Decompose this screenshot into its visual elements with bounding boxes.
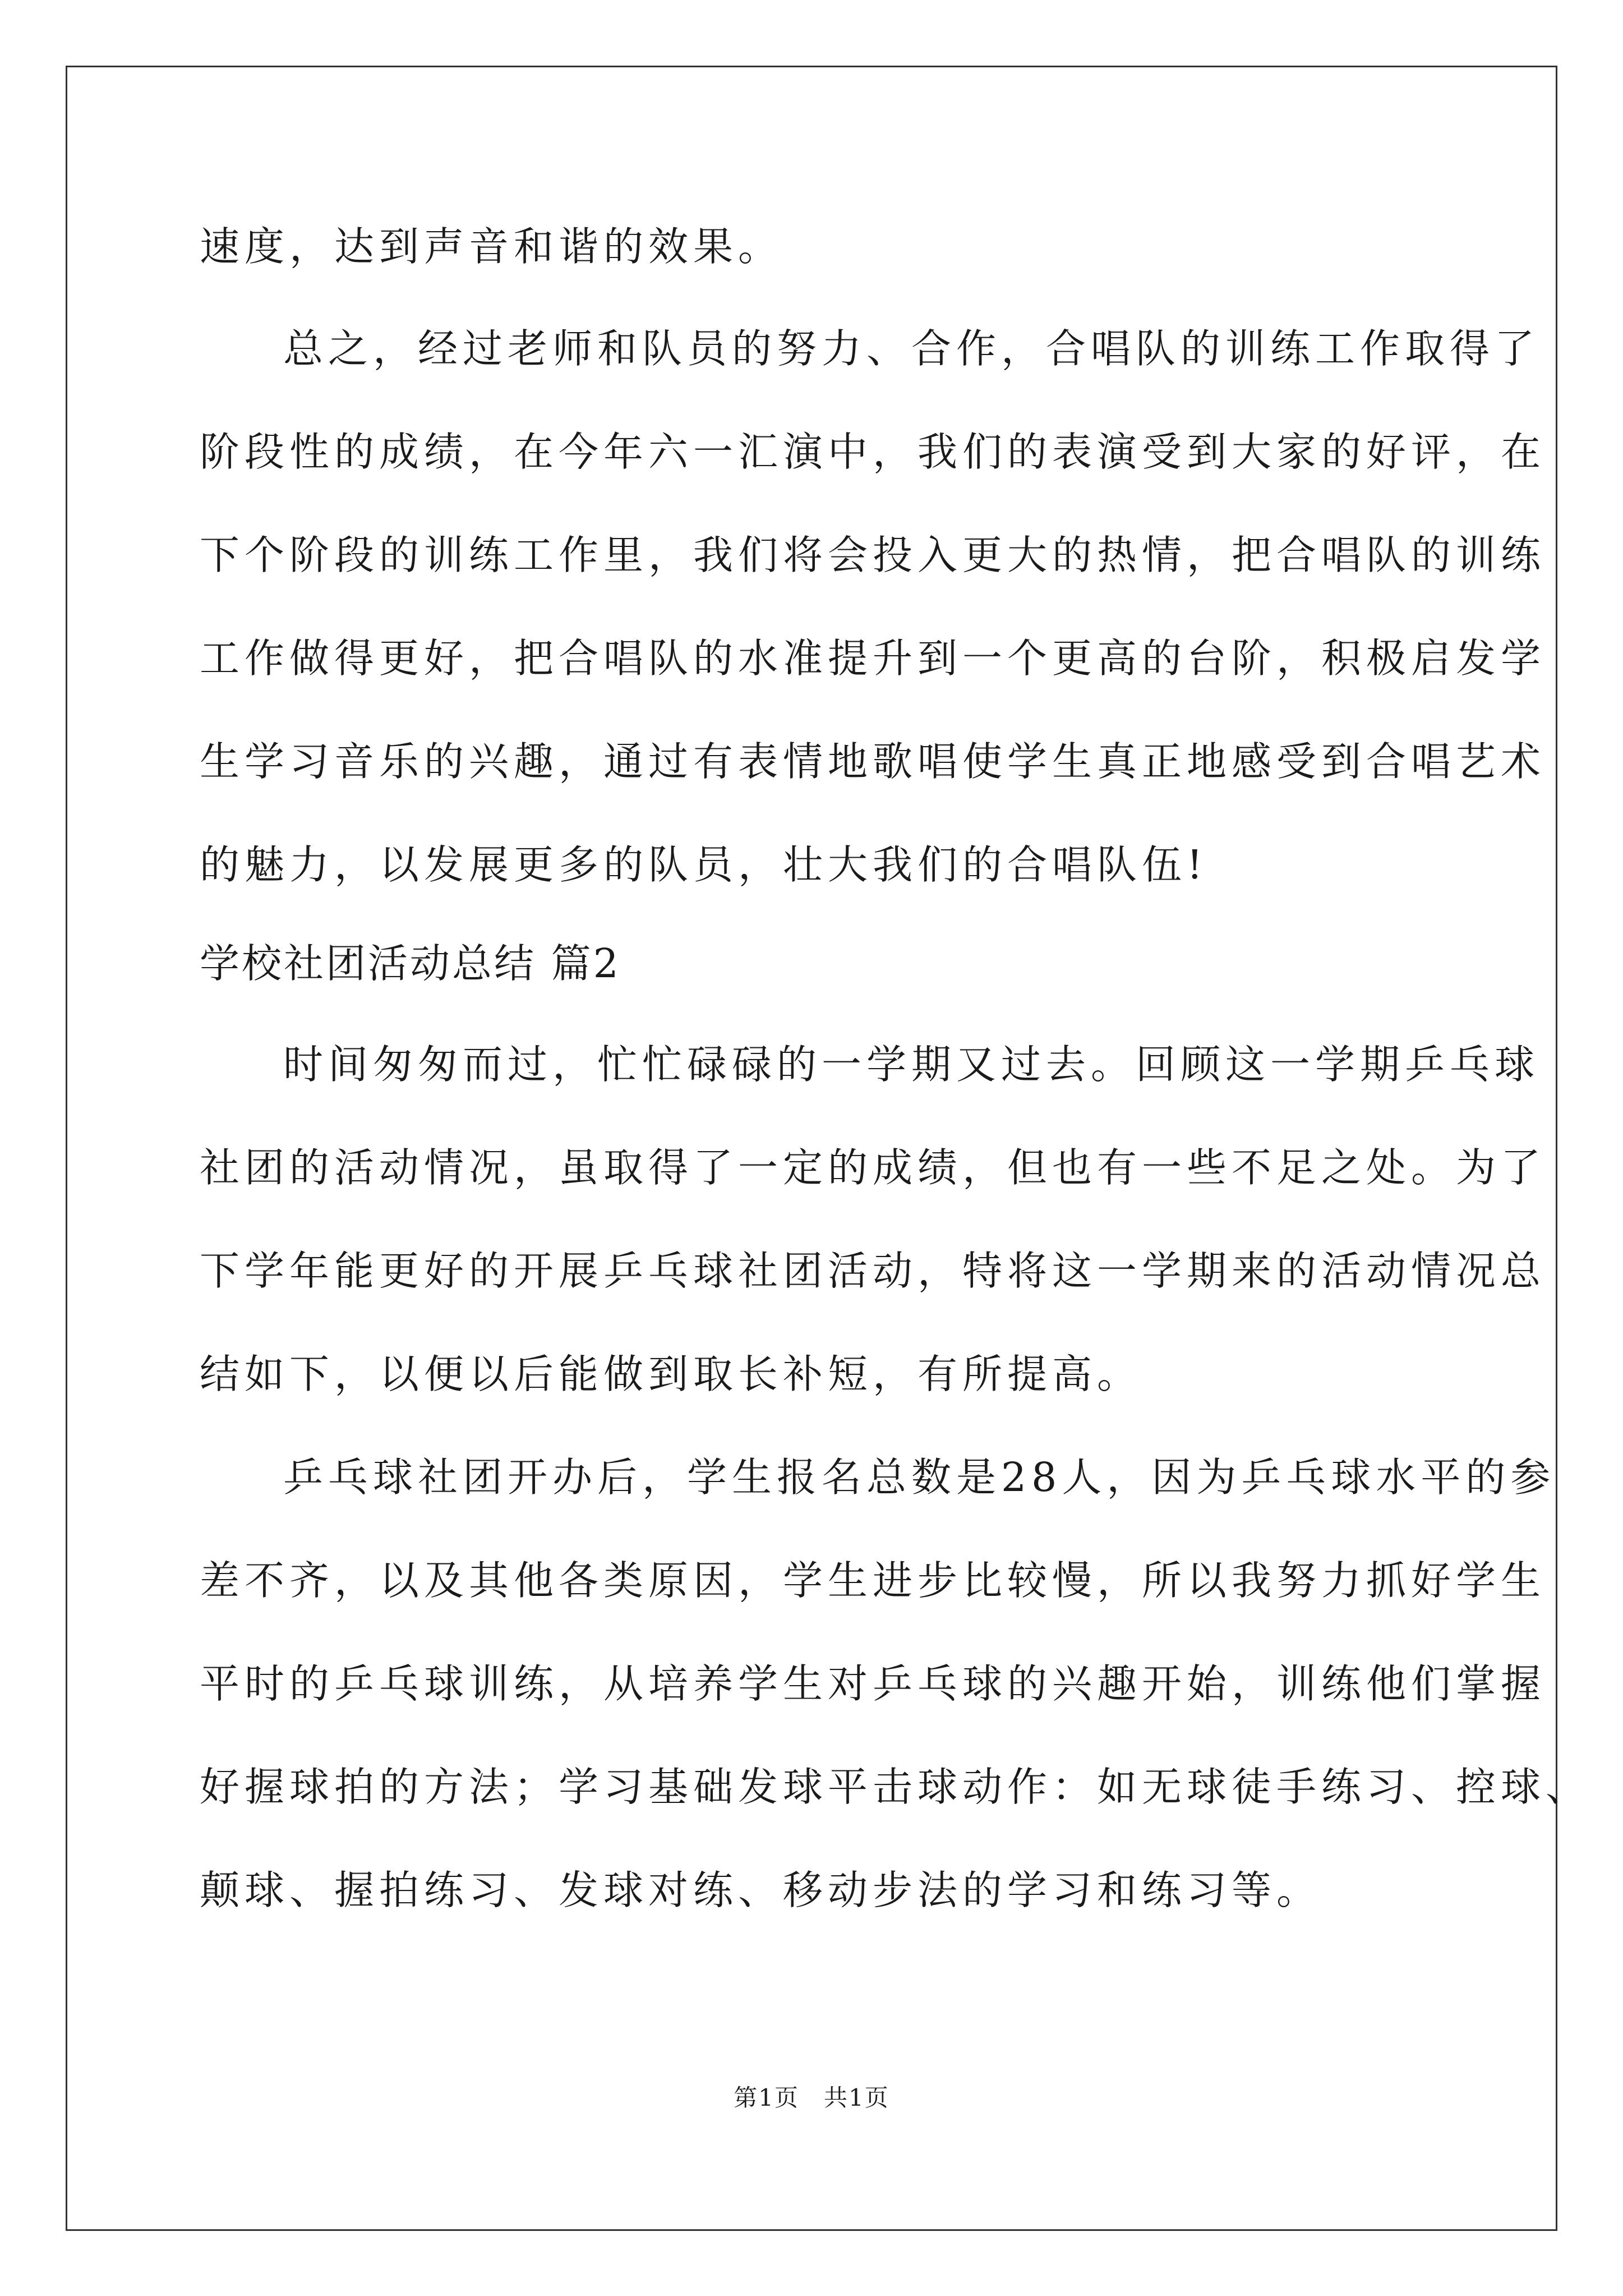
text-line: 好握球拍的方法；学习基础发球平击球动作：如无球徒手练习、控球、 [200, 1764, 1591, 1810]
text-line: 乒乓球社团开办后，学生报名总数是28人，因为乒乓球水平的参 [283, 1454, 1556, 1501]
text-line: 颠球、握拍练习、发球对练、移动步法的学习和练习等。 [200, 1867, 1322, 1913]
text-line: 时间匆匆而过，忙忙碌碌的一学期又过去。回顾这一学期乒乓球 [283, 1041, 1540, 1088]
text-line: 阶段性的成绩，在今年六一汇演中，我们的表演受到大家的好评，在 [200, 429, 1546, 475]
text-line: 的魅力，以发展更多的队员，壮大我们的合唱队伍! [200, 841, 1208, 888]
text-line: 下学年能更好的开展乒乓球社团活动，特将这一学期来的活动情况总 [200, 1248, 1546, 1294]
text-line: 生学习音乐的兴趣，通过有表情地歌唱使学生真正地感受到合唱艺术 [200, 738, 1546, 785]
page-footer: 第1页 共1页 [734, 2084, 889, 2111]
text-line: 差不齐，以及其他各类原因，学生进步比较慢，所以我努力抓好学生 [200, 1557, 1546, 1604]
text-line: 结如下，以便以后能做到取长补短，有所提高。 [200, 1351, 1142, 1397]
text-line: 社团的活动情况，虽取得了一定的成绩，但也有一些不足之处。为了 [200, 1144, 1546, 1191]
text-line: 总之，经过老师和队员的努力、合作，合唱队的训练工作取得了 [283, 325, 1540, 372]
text-line: 下个阶段的训练工作里，我们将会投入更大的热情，把合唱队的训练 [200, 532, 1546, 578]
section-heading: 学校社团活动总结 篇2 [200, 940, 621, 987]
text-line: 工作做得更好，把合唱队的水准提升到一个更高的台阶，积极启发学 [200, 635, 1546, 682]
text-line: 速度，达到声音和谐的效果。 [200, 223, 783, 270]
text-line: 平时的乒乓球训练，从培养学生对乒乓球的兴趣开始，训练他们掌握 [200, 1660, 1546, 1707]
